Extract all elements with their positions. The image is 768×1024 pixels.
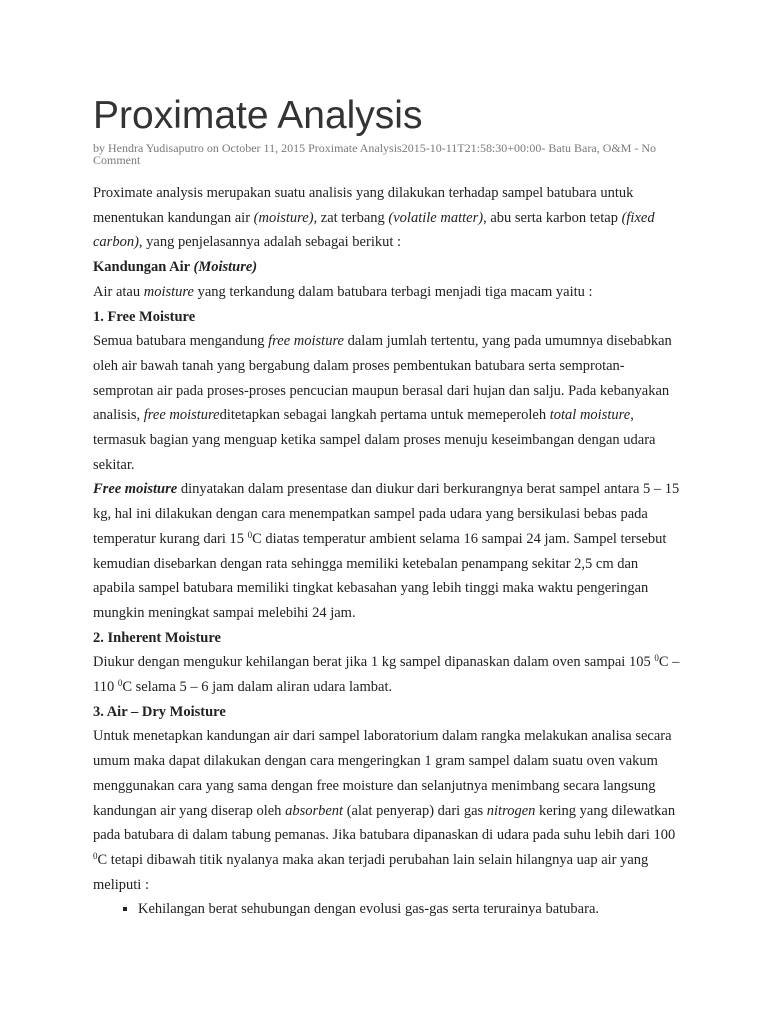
page-title: Proximate Analysis xyxy=(93,94,423,137)
intro-text: , zat terbang xyxy=(313,209,389,226)
list-item: ▪ Kehilangan berat sehubungan dengan evolusi gas-gas serta terurainya batubara. xyxy=(138,897,683,922)
free-moisture-paragraph-1 xyxy=(93,329,683,477)
term-free-moisture: free moisture xyxy=(143,407,220,424)
paragraph-text: C tetapi dibawah titik nyalanya maka akan terjadi perubahan lain selain hilangnya uap air yang meliputi : xyxy=(93,851,649,893)
paragraph-text: Air atau xyxy=(93,283,144,300)
degree-superscript: 0 xyxy=(93,850,98,861)
paragraph-text: C – 110 xyxy=(93,654,680,696)
heading-text: 3. Air – Dry Moisture xyxy=(93,703,226,720)
section-heading-inherent-moisture xyxy=(93,626,683,651)
paragraph-text: C diatas temperatur ambient selama 16 sampai 24 jam. Sampel tersebut kemudian disebarkan dengan rata sehingga memiliki ketebalan penampang sekitar 2,5 cm dan apabila sampel batubara memiliki tingkat kebasahan yang lebih tinggi maka waktu pengeringan mungkin meningkat sampai melebihi 24 jam. xyxy=(93,530,667,621)
air-dry-moisture-paragraph xyxy=(93,724,683,897)
intro-term-moisture: (moisture) xyxy=(253,209,314,226)
section-heading-kandungan-air xyxy=(93,255,683,280)
term-moisture: moisture xyxy=(143,283,194,300)
paragraph-text: Untuk menetapkan kandungan air dari sampel laboratorium dalam rangka melakukan analisa secara umum maka dapat dilakukan dengan cara mengeringkan 1 gram sampel dalam suatu oven vakum menggunakan cara yang sama dengan free moisture dan selanjutnya menimbang secara langsung kandungan air yang diserap oleh xyxy=(93,728,672,819)
post-meta: by Hendra Yudisaputro on October 11, 2015 Proximate Analysis2015-10-11T21:58:30+00:00- Batu Bara, O&M - No Comment xyxy=(93,141,657,167)
term-absorbent: absorbent xyxy=(285,802,344,819)
term-total-moisture: total moisture xyxy=(549,407,631,424)
degree-superscript: 0 xyxy=(117,678,123,689)
inherent-moisture-paragraph xyxy=(93,650,683,699)
heading-text: 2. Inherent Moisture xyxy=(93,629,221,646)
heading-italic-text: (Moisture) xyxy=(193,259,258,276)
paragraph-text: Semua batubara mengandung xyxy=(93,333,269,350)
intro-text: , abu serta karbon tetap xyxy=(483,209,622,226)
degree-superscript: 0 xyxy=(654,653,659,664)
free-moisture-paragraph-2 xyxy=(93,477,683,625)
term-free-moisture: free moisture xyxy=(268,333,344,350)
paragraph-text: C selama 5 – 6 jam dalam aliran udara lambat. xyxy=(122,679,393,696)
degree-superscript: 0 xyxy=(247,529,253,540)
section-heading-air-dry-moisture xyxy=(93,700,683,725)
paragraph-text: dalam jumlah tertentu, yang pada umumnya disebabkan oleh air bawah tanah yang bergabung dalam proses pembentukan batubara serta semprotan-semprotan air pada proses-proses pencucian maupun berasal dari hujan dan salju. Pada kebanyakan analisis, xyxy=(93,333,672,424)
paragraph-text: ditetapkan sebagai langkah pertama untuk memeperoleh xyxy=(219,407,550,424)
kandungan-paragraph xyxy=(93,280,683,305)
intro-text: , yang penjelasannya adalah sebagai berikut : xyxy=(138,234,402,251)
paragraph-text: yang terkandung dalam batubara terbagi menjadi tiga macam yaitu : xyxy=(193,283,593,300)
intro-paragraph xyxy=(93,181,683,255)
section-heading-free-moisture xyxy=(93,305,683,330)
paragraph-text: dinyatakan dalam presentase dan diukur dari berkurangnya berat sampel antara 5 – 15 kg, hal ini dilakukan dengan cara menempatkan sampel pada udara yang bersikulasi bebas pada temperatur kurang dari 15 xyxy=(93,481,680,547)
paragraph-text: Diukur dengan mengukur kehilangan berat jika 1 kg sampel dipanaskan dalam oven sampai 105 xyxy=(93,654,655,671)
paragraph-text: kering yang dilewatkan pada batubara di dalam tabung pemanas. Jika batubara dipanaskan di udara pada suhu lebih dari 100 xyxy=(93,802,676,844)
heading-text: Kandungan Air xyxy=(93,259,194,276)
paragraph-text: (alat penyerap) dari gas xyxy=(343,802,487,819)
heading-text: 1. Free Moisture xyxy=(93,308,196,325)
intro-term-fixed-carbon: (fixed carbon) xyxy=(93,209,655,251)
bullet-list xyxy=(93,897,683,922)
intro-text: Proximate analysis merupakan suatu analisis yang dilakukan terhadap sampel batubara untuk menentukan kandungan air xyxy=(93,185,634,226)
term-free-moisture-bold: Free moisture xyxy=(93,481,178,498)
term-nitrogen: nitrogen xyxy=(486,802,536,819)
paragraph-text: , termasuk bagian yang menguap ketika sampel dalam proses menuju keseimbangan dengan udara sekitar. xyxy=(93,407,656,473)
article-body xyxy=(93,181,683,922)
intro-term-volatile-matter: (volatile matter) xyxy=(388,209,484,226)
